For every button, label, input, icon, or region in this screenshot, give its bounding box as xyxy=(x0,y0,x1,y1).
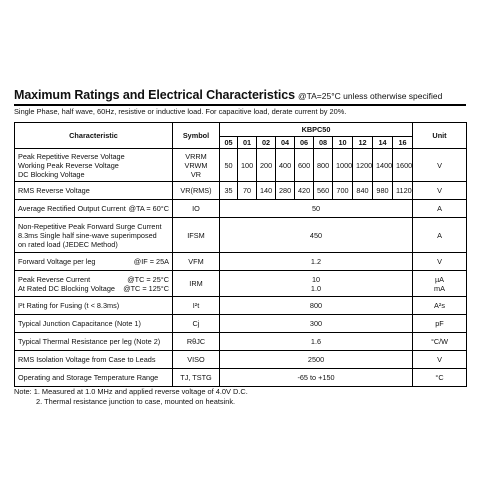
notes xyxy=(14,387,248,407)
section-header xyxy=(14,86,466,106)
char-vrrm-line3: DC Blocking Voltage xyxy=(18,169,85,179)
value-cell: 1600 xyxy=(393,149,413,182)
variant-header: 05 xyxy=(220,137,238,149)
value-irm-2: 1.0 xyxy=(310,283,322,293)
char-irm-cond1: @TC = 25°C xyxy=(127,274,169,284)
char-rjc: Typical Thermal Resistance per leg (Note 2) xyxy=(15,333,173,351)
row-vrrm xyxy=(15,149,467,182)
value-cell: 140 xyxy=(257,182,276,200)
row-vrms xyxy=(15,182,467,200)
unit-cj: pF xyxy=(413,315,467,333)
symbol-io: IO xyxy=(173,200,220,218)
value-temp: -65 to +150 xyxy=(220,369,413,387)
char-cj: Typical Junction Capacitance (Note 1) xyxy=(15,315,173,333)
char-temp: Operating and Storage Temperature Range xyxy=(15,369,173,387)
row-vfm xyxy=(15,253,467,271)
variant-header: 12 xyxy=(353,137,373,149)
symbol-i2t: I²t xyxy=(173,297,220,315)
value-irm xyxy=(220,271,413,297)
row-rjc xyxy=(15,333,467,351)
value-cell: 200 xyxy=(257,149,276,182)
char-ifsm-line2: 8.3ms Single half sine-wave superimposed xyxy=(18,230,157,240)
row-cj xyxy=(15,315,467,333)
load-description: Single Phase, half wave, 60Hz, resistive or inductive load. For capacitive load, derate current by 20%. xyxy=(14,107,347,116)
value-irm-1: 10 xyxy=(311,274,321,284)
value-cell: 400 xyxy=(276,149,295,182)
unit-irm xyxy=(413,271,467,297)
value-cell: 560 xyxy=(314,182,333,200)
value-cell: 1200 xyxy=(353,149,373,182)
unit-ifsm: A xyxy=(413,218,467,253)
char-irm-cond2: @TC = 125°C xyxy=(123,283,169,293)
char-vrms: RMS Reverse Voltage xyxy=(15,182,173,200)
header-characteristic: Characteristic xyxy=(15,123,173,149)
symbol-vfm: VFM xyxy=(173,253,220,271)
char-i2t: I²t Rating for Fusing (t < 8.3ms) xyxy=(15,297,173,315)
unit-vrrm: V xyxy=(413,149,467,182)
value-cell: 700 xyxy=(333,182,353,200)
unit-temp: °C xyxy=(413,369,467,387)
value-io: 50 xyxy=(220,200,413,218)
unit-vfm: V xyxy=(413,253,467,271)
unit-i2t: A²s xyxy=(413,297,467,315)
symbol-vrrm xyxy=(173,149,220,182)
variant-header: 08 xyxy=(314,137,333,149)
value-cell: 100 xyxy=(238,149,257,182)
row-temp xyxy=(15,369,467,387)
value-cell: 1400 xyxy=(373,149,393,182)
unit-viso: V xyxy=(413,351,467,369)
value-i2t: 800 xyxy=(220,297,413,315)
value-cell: 50 xyxy=(220,149,238,182)
row-io xyxy=(15,200,467,218)
char-irm xyxy=(15,271,173,297)
value-cj: 300 xyxy=(220,315,413,333)
char-vrrm-line2: Working Peak Reverse Voltage xyxy=(18,160,119,170)
char-io-label: Average Rectified Output Current xyxy=(18,204,126,213)
value-cell: 420 xyxy=(295,182,314,200)
row-viso xyxy=(15,351,467,369)
symbol-temp: TJ, TSTG xyxy=(173,369,220,387)
char-vfm-label: Forward Voltage per leg xyxy=(18,257,96,266)
value-cell: 600 xyxy=(295,149,314,182)
char-viso: RMS Isolation Voltage from Case to Leads xyxy=(15,351,173,369)
value-cell: 1120 xyxy=(393,182,413,200)
char-ifsm-line3: on rated load (JEDEC Method) xyxy=(18,239,118,249)
symbol-cj: Cj xyxy=(173,315,220,333)
unit-vrms: V xyxy=(413,182,467,200)
char-io-cond: @TA = 60°C xyxy=(128,204,169,213)
variant-header: 01 xyxy=(238,137,257,149)
value-cell: 980 xyxy=(373,182,393,200)
char-io xyxy=(15,200,173,218)
value-cell: 840 xyxy=(353,182,373,200)
char-vfm-cond: @IF = 25A xyxy=(133,257,169,266)
symbol-viso: VISO xyxy=(173,351,220,369)
ratings-table xyxy=(14,122,467,387)
section-subtitle: @TA=25°C unless otherwise specified xyxy=(297,91,443,101)
unit-rjc: °C/W xyxy=(413,333,467,351)
header-part-family: KBPC50 xyxy=(220,123,413,137)
section-title: Maximum Ratings and Electrical Characteristics xyxy=(14,88,295,102)
symbol-irm: IRM xyxy=(173,271,220,297)
unit-io: A xyxy=(413,200,467,218)
value-ifsm: 450 xyxy=(220,218,413,253)
symbol-ifsm: IFSM xyxy=(173,218,220,253)
value-rjc: 1.6 xyxy=(220,333,413,351)
char-vrrm-line1: Peak Repetitive Reverse Voltage xyxy=(18,151,125,161)
variant-header: 16 xyxy=(393,137,413,149)
variant-header: 06 xyxy=(295,137,314,149)
note-2: 2. Thermal resistance junction to case, mounted on heatsink. xyxy=(36,397,236,406)
value-vfm: 1.2 xyxy=(220,253,413,271)
variant-header: 02 xyxy=(257,137,276,149)
char-ifsm xyxy=(15,218,173,253)
symbol-vrms: VR(RMS) xyxy=(173,182,220,200)
value-cell: 1000 xyxy=(333,149,353,182)
char-vfm xyxy=(15,253,173,271)
variant-header: 14 xyxy=(373,137,393,149)
char-ifsm-line1: Non-Repetitive Peak Forward Surge Current xyxy=(18,221,162,231)
value-cell: 35 xyxy=(220,182,238,200)
value-cell: 280 xyxy=(276,182,295,200)
variant-header: 04 xyxy=(276,137,295,149)
value-cell: 70 xyxy=(238,182,257,200)
value-cell: 800 xyxy=(314,149,333,182)
char-irm-line2: At Rated DC Blocking Voltage xyxy=(18,283,115,293)
symbol-rjc: RθJC xyxy=(173,333,220,351)
row-irm xyxy=(15,271,467,297)
unit-irm-1: µA xyxy=(434,274,445,284)
header-unit: Unit xyxy=(413,123,467,149)
unit-irm-2: mA xyxy=(434,283,445,293)
note-1: Note: 1. Measured at 1.0 MHz and applied reverse voltage of 4.0V D.C. xyxy=(14,387,248,396)
symbol-vrrm-1: VRRM xyxy=(185,151,207,161)
row-ifsm xyxy=(15,218,467,253)
row-i2t xyxy=(15,297,467,315)
header-symbol: Symbol xyxy=(173,123,220,149)
symbol-vrrm-3: VR xyxy=(190,169,202,179)
value-viso: 2500 xyxy=(220,351,413,369)
char-vrrm xyxy=(15,149,173,182)
symbol-vrrm-2: VRWM xyxy=(184,160,208,170)
char-irm-line1: Peak Reverse Current xyxy=(18,274,91,284)
variant-header: 10 xyxy=(333,137,353,149)
